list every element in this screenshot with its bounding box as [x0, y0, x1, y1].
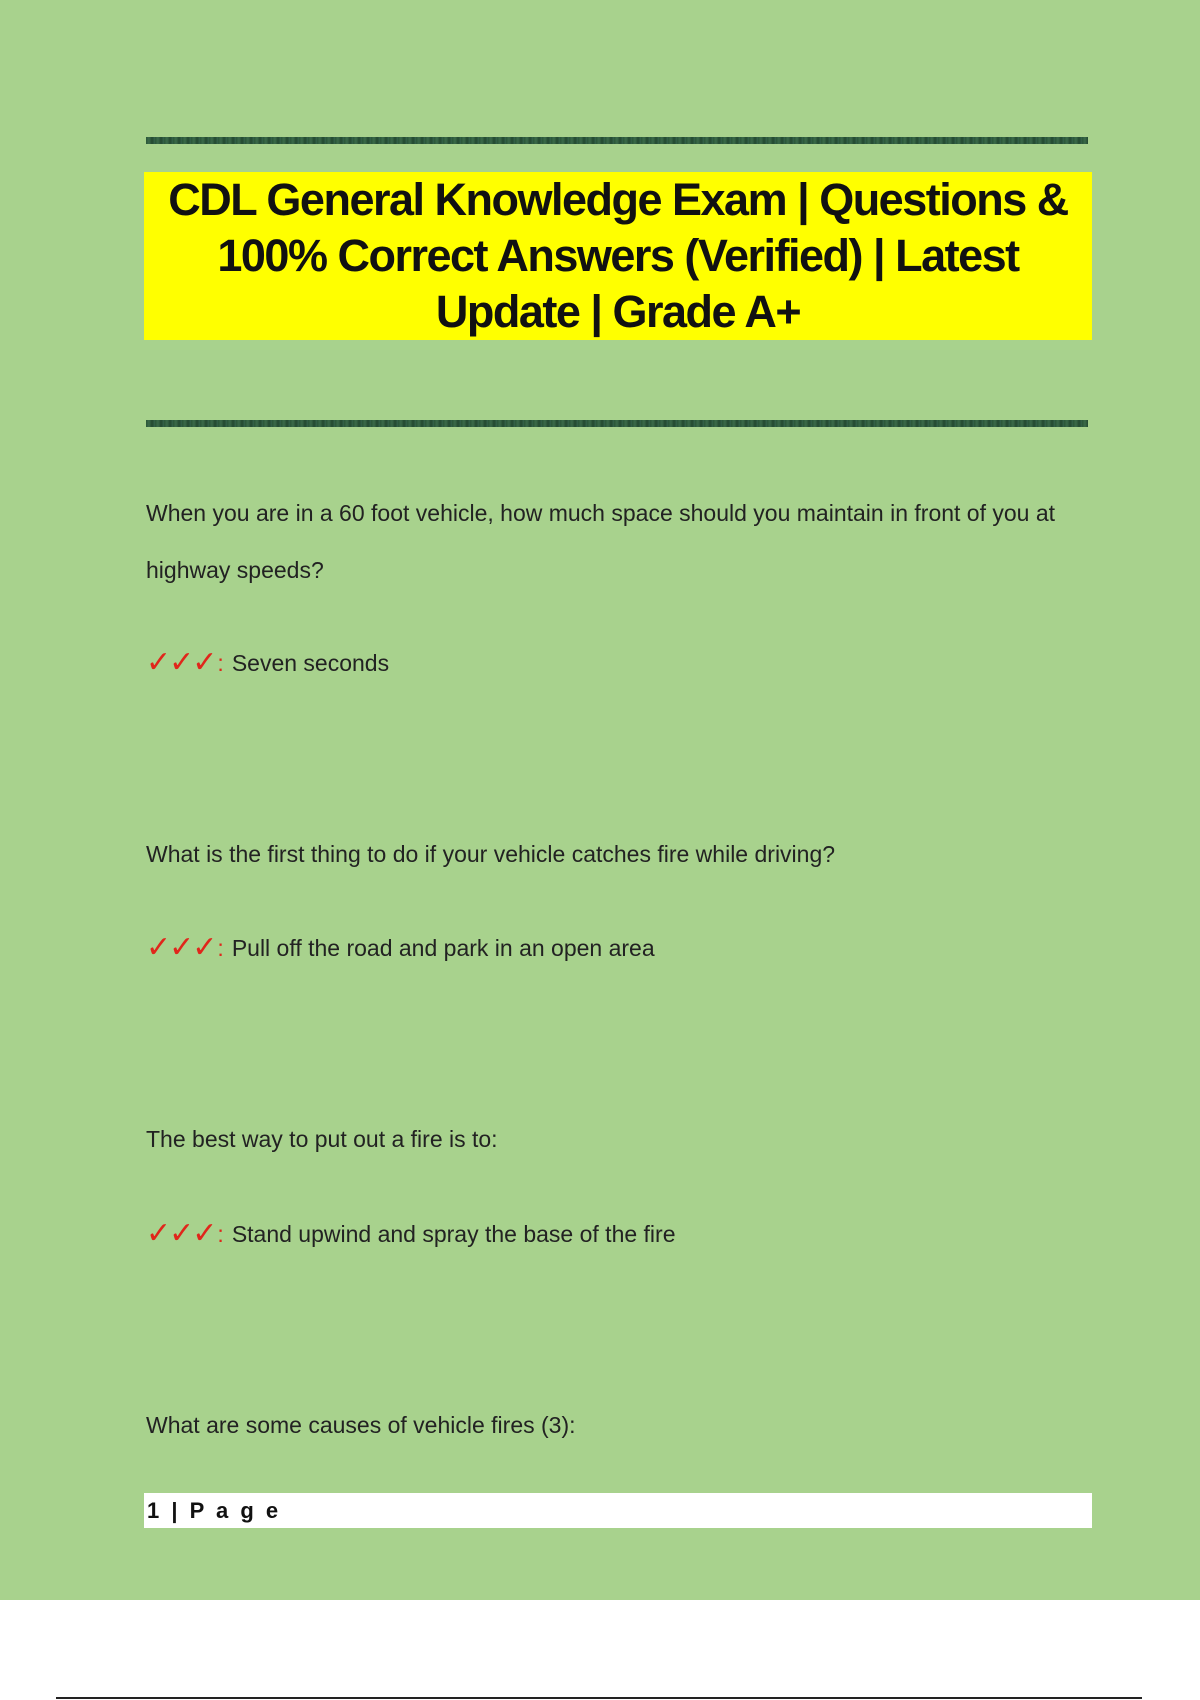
check-icon: ✓✓✓	[146, 930, 216, 965]
question-4: What are some causes of vehicle fires (3):	[146, 1412, 576, 1438]
page-number: 1 | P a g e	[147, 1497, 282, 1523]
answer-3-text: Stand upwind and spray the base of the fire	[231, 1221, 676, 1247]
title-highlight	[144, 172, 1092, 340]
answer-2-text: Pull off the road and park in an open area	[231, 935, 655, 961]
document-title: CDL General Knowledge Exam | Questions & 100% Correct Answers (Verified) | Latest Update | Grade A+	[168, 174, 1068, 337]
bottom-divider	[56, 1697, 1142, 1699]
top-divider	[146, 137, 1088, 144]
answer-1	[146, 645, 390, 680]
question-3: The best way to put out a fire is to:	[146, 1126, 498, 1152]
check-icon: ✓✓✓	[146, 1216, 216, 1251]
answer-2	[146, 930, 655, 965]
answer-3	[146, 1216, 676, 1251]
page-footer	[144, 1493, 1092, 1528]
answer-separator: :	[217, 650, 224, 676]
question-2: What is the first thing to do if your vehicle catches fire while driving?	[146, 841, 836, 867]
answer-1-text: Seven seconds	[231, 650, 390, 676]
title-bottom-divider	[146, 420, 1088, 427]
check-icon: ✓✓✓	[146, 645, 216, 680]
question-1: When you are in a 60 foot vehicle, how much space should you maintain in front of you at highway speeds?	[146, 500, 1056, 583]
answer-separator: :	[217, 1221, 224, 1247]
answer-separator: :	[217, 935, 224, 961]
